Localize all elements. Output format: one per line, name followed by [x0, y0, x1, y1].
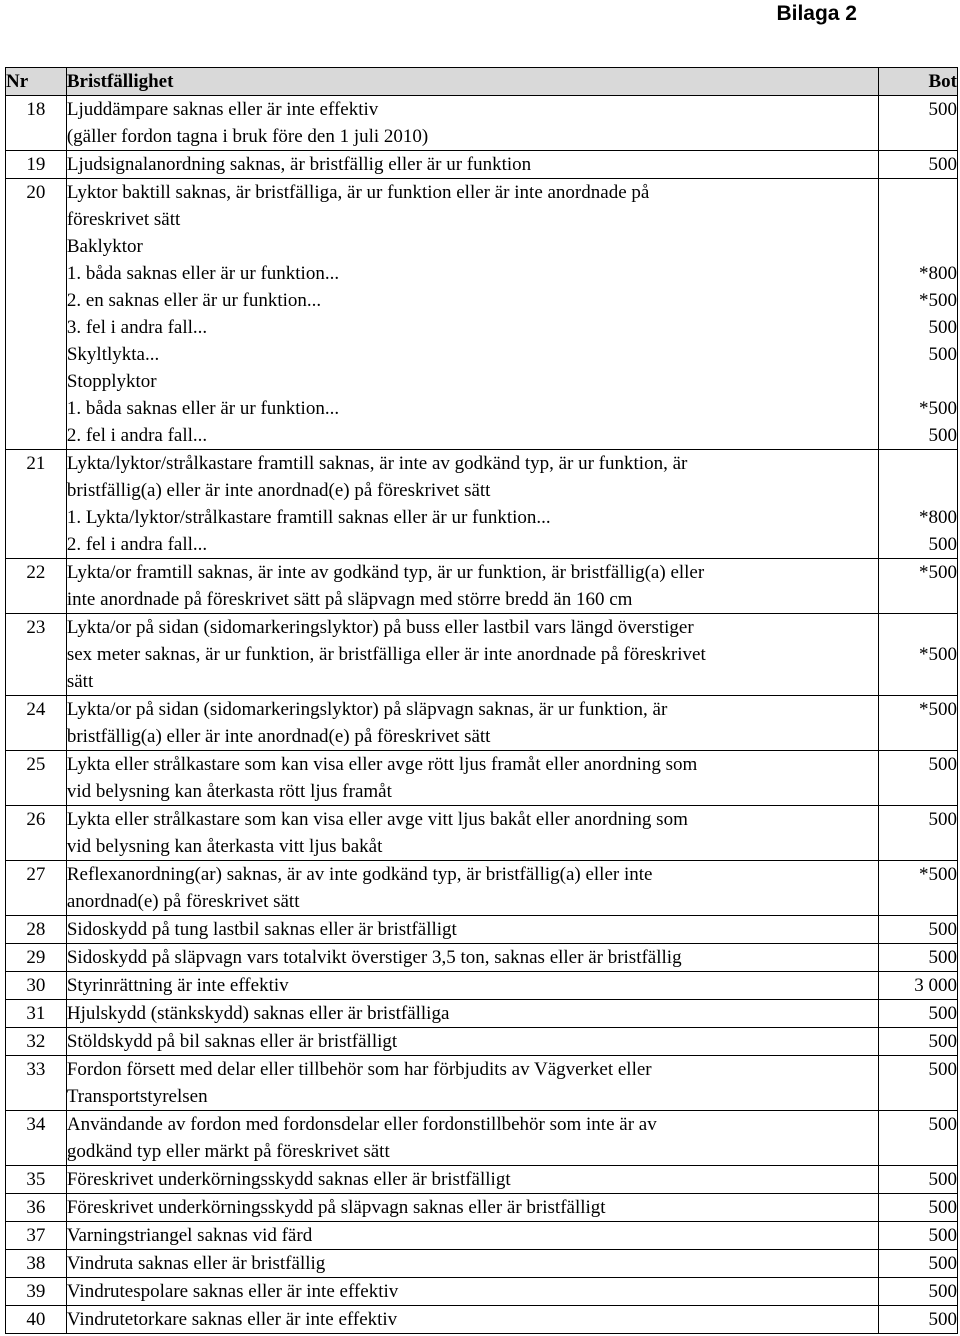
table-row — [6, 1000, 958, 1028]
fine-amount — [879, 151, 958, 179]
description-line: 2. fel i andra fall... — [66, 534, 208, 555]
defect-description — [66, 1194, 878, 1222]
description-line: Lykta eller strålkastare som kan visa eller avge rött ljus framåt eller anordning som — [66, 754, 698, 775]
fine-line: 500 — [928, 344, 957, 365]
row-number: 20 — [6, 179, 67, 450]
defect-description — [66, 1166, 878, 1194]
description-line: Stöldskydd på bil saknas eller är bristfälligt — [66, 1031, 398, 1052]
row-number: 37 — [6, 1222, 67, 1250]
table-row — [6, 450, 958, 559]
fine-line: 500 — [928, 534, 957, 555]
column-header-defect: Bristfällighet — [66, 68, 878, 96]
description-line: inte anordnade på föreskrivet sätt på släpvagn med större bredd än 160 cm — [66, 589, 633, 610]
description-line: Vindruta saknas eller är bristfällig — [66, 1253, 326, 1274]
defect-description — [66, 1278, 878, 1306]
row-number: 25 — [6, 751, 67, 806]
fine-line — [879, 206, 957, 233]
description-line: Lykta/or på sidan (sidomarkeringslyktor) på släpvagn saknas, är ur funktion, är — [66, 699, 668, 720]
fine-line: 500 — [928, 1114, 957, 1135]
fine-amount — [879, 1056, 958, 1111]
description-line: (gäller fordon tagna i bruk före den 1 juli 2010) — [66, 126, 429, 147]
fine-line — [879, 778, 957, 805]
fine-line: *500 — [919, 864, 957, 885]
description-line: Användande av fordon med fordonsdelar eller fordonstillbehör som inte är av — [66, 1114, 657, 1135]
fine-line — [879, 833, 957, 860]
fine-amount — [879, 96, 958, 151]
row-number: 19 — [6, 151, 67, 179]
description-line: Vindrutespolare saknas eller är inte effektiv — [66, 1281, 399, 1302]
fine-amount — [879, 972, 958, 1000]
fine-amount — [879, 179, 958, 450]
table-row — [6, 1111, 958, 1166]
table-row — [6, 179, 958, 450]
fine-line: *500 — [919, 644, 957, 665]
description-line: Transportstyrelsen — [66, 1086, 208, 1107]
table-row — [6, 751, 958, 806]
row-number: 36 — [6, 1194, 67, 1222]
defect-description — [66, 696, 878, 751]
defect-description — [66, 1306, 878, 1334]
description-line: Vindrutetorkare saknas eller är inte effektiv — [66, 1309, 398, 1330]
fine-amount — [879, 806, 958, 861]
description-line: Lykta eller strålkastare som kan visa eller avge vitt ljus bakåt eller anordning som — [66, 809, 688, 830]
row-number: 26 — [6, 806, 67, 861]
table-row — [6, 916, 958, 944]
fine-line: *500 — [919, 562, 957, 583]
defect-description — [66, 1056, 878, 1111]
fine-line: 500 — [928, 1253, 957, 1274]
fines-table — [5, 67, 958, 1334]
fine-line: 500 — [928, 99, 957, 120]
fine-amount — [879, 1222, 958, 1250]
fine-amount — [879, 1278, 958, 1306]
row-number: 21 — [6, 450, 67, 559]
description-line: anordnad(e) på föreskrivet sätt — [66, 891, 300, 912]
fine-line — [879, 123, 957, 150]
description-line: 1. båda saknas eller är ur funktion... — [66, 398, 340, 419]
table-row — [6, 972, 958, 1000]
fine-line: *500 — [919, 699, 957, 720]
description-line: 2. fel i andra fall... — [66, 425, 208, 446]
fine-line: 500 — [928, 1059, 957, 1080]
fine-amount — [879, 751, 958, 806]
fine-line: 500 — [928, 947, 957, 968]
description-line: Varningstriangel saknas vid färd — [66, 1225, 313, 1246]
fine-line: 500 — [928, 1309, 957, 1330]
column-header-nr: Nr — [6, 68, 67, 96]
fine-line: *500 — [919, 398, 957, 419]
fine-line — [879, 668, 957, 695]
table-body — [6, 96, 958, 1334]
fine-amount — [879, 614, 958, 696]
defect-description — [66, 1111, 878, 1166]
defect-description — [66, 806, 878, 861]
row-number: 18 — [6, 96, 67, 151]
fine-line: *800 — [919, 507, 957, 528]
description-line: Föreskrivet underkörningsskydd på släpvagn saknas eller är bristfälligt — [66, 1197, 606, 1218]
table-row — [6, 614, 958, 696]
defect-description — [66, 614, 878, 696]
table-row — [6, 1222, 958, 1250]
fine-line — [879, 614, 957, 641]
table-row — [6, 96, 958, 151]
defect-description — [66, 751, 878, 806]
row-number: 38 — [6, 1250, 67, 1278]
fine-amount — [879, 559, 958, 614]
description-line: 2. en saknas eller är ur funktion... — [66, 290, 322, 311]
fine-line: 500 — [928, 1169, 957, 1190]
row-number: 34 — [6, 1111, 67, 1166]
defect-description — [66, 96, 878, 151]
defect-description — [66, 916, 878, 944]
defect-description — [66, 1250, 878, 1278]
fine-line: 500 — [928, 1197, 957, 1218]
row-number: 35 — [6, 1166, 67, 1194]
fine-line — [879, 233, 957, 260]
table-row — [6, 944, 958, 972]
row-number: 22 — [6, 559, 67, 614]
table-row — [6, 806, 958, 861]
description-line: Styrinrättning är inte effektiv — [66, 975, 289, 996]
fine-line — [879, 1083, 957, 1110]
description-line: 3. fel i andra fall... — [66, 317, 208, 338]
row-number: 30 — [6, 972, 67, 1000]
row-number: 28 — [6, 916, 67, 944]
table-row — [6, 1028, 958, 1056]
description-line: Skyltlykta... — [66, 344, 160, 365]
table-row — [6, 1250, 958, 1278]
defect-description — [66, 1000, 878, 1028]
table-row — [6, 1194, 958, 1222]
description-line: 1. Lykta/lyktor/strålkastare framtill saknas eller är ur funktion... — [66, 507, 551, 528]
fine-amount — [879, 1306, 958, 1334]
description-line: Hjulskydd (stänkskydd) saknas eller är bristfälliga — [66, 1003, 450, 1024]
fine-line — [879, 368, 957, 395]
fine-amount — [879, 1194, 958, 1222]
row-number: 29 — [6, 944, 67, 972]
row-number: 32 — [6, 1028, 67, 1056]
description-line: Ljudsignalanordning saknas, är bristfällig eller är ur funktion — [66, 154, 532, 175]
description-line: godkänd typ eller märkt på föreskrivet sätt — [66, 1141, 390, 1162]
table-row — [6, 151, 958, 179]
description-line: vid belysning kan återkasta rött ljus framåt — [66, 781, 392, 802]
fine-line: 500 — [928, 1225, 957, 1246]
description-line: Lykta/or framtill saknas, är inte av godkänd typ, är ur funktion, är bristfällig(a) eller — [66, 562, 705, 583]
table-row — [6, 1306, 958, 1334]
defect-description — [66, 151, 878, 179]
fine-amount — [879, 1000, 958, 1028]
defect-description — [66, 972, 878, 1000]
table-row — [6, 861, 958, 916]
table-row — [6, 696, 958, 751]
fine-line: 500 — [928, 754, 957, 775]
table-row — [6, 1278, 958, 1306]
defect-description — [66, 1028, 878, 1056]
row-number: 39 — [6, 1278, 67, 1306]
description-line: Stopplyktor — [66, 371, 157, 392]
defect-description — [66, 179, 878, 450]
description-line: Reflexanordning(ar) saknas, är av inte godkänd typ, är bristfällig(a) eller inte — [66, 864, 653, 885]
defect-description — [66, 450, 878, 559]
fine-line — [879, 586, 957, 613]
column-header-fine: Bot — [879, 68, 958, 96]
row-number: 31 — [6, 1000, 67, 1028]
fine-amount — [879, 1166, 958, 1194]
fine-line: *800 — [919, 263, 957, 284]
fine-line: 500 — [928, 317, 957, 338]
fine-line: 500 — [928, 919, 957, 940]
description-line: Lyktor baktill saknas, är bristfälliga, är ur funktion eller är inte anordnade på — [66, 182, 650, 203]
fine-amount — [879, 1028, 958, 1056]
row-number: 40 — [6, 1306, 67, 1334]
description-line: Sidoskydd på tung lastbil saknas eller är bristfälligt — [66, 919, 457, 940]
table-row — [6, 1166, 958, 1194]
description-line: Sidoskydd på släpvagn vars totalvikt överstiger 3,5 ton, saknas eller är bristfällig — [66, 947, 682, 968]
description-line: sätt — [66, 671, 94, 692]
fine-line: 500 — [928, 809, 957, 830]
description-line: Lykta/or på sidan (sidomarkeringslyktor) på buss eller lastbil vars längd överstiger — [66, 617, 694, 638]
fine-line: 500 — [928, 425, 957, 446]
table-row — [6, 559, 958, 614]
row-number: 24 — [6, 696, 67, 751]
defect-description — [66, 861, 878, 916]
row-number: 27 — [6, 861, 67, 916]
description-line: Fordon försett med delar eller tillbehör som har förbjudits av Vägverket eller — [66, 1059, 652, 1080]
description-line: Lykta/lyktor/strålkastare framtill saknas, är inte av godkänd typ, är ur funktion, är — [66, 453, 688, 474]
row-number: 23 — [6, 614, 67, 696]
table-header-row — [6, 68, 958, 96]
fine-line: 500 — [928, 1031, 957, 1052]
description-line: Ljuddämpare saknas eller är inte effektiv — [66, 99, 379, 120]
fine-amount — [879, 861, 958, 916]
fine-line — [879, 477, 957, 504]
fine-line — [879, 1138, 957, 1165]
defect-description — [66, 1222, 878, 1250]
fine-amount — [879, 696, 958, 751]
table-row — [6, 1056, 958, 1111]
description-line: bristfällig(a) eller är inte anordnad(e) på föreskrivet sätt — [66, 726, 491, 747]
defect-description — [66, 559, 878, 614]
fine-line — [879, 450, 957, 477]
fine-line: *500 — [919, 290, 957, 311]
description-line: Föreskrivet underkörningsskydd saknas eller är bristfälligt — [66, 1169, 511, 1190]
defect-description — [66, 944, 878, 972]
fine-line: 500 — [928, 1281, 957, 1302]
description-line: Baklyktor — [66, 236, 143, 257]
fine-line — [879, 888, 957, 915]
fine-amount — [879, 916, 958, 944]
fine-line: 500 — [928, 1003, 957, 1024]
appendix-label: Bilaga 2 — [776, 2, 857, 25]
fine-line: 500 — [928, 154, 957, 175]
description-line: vid belysning kan återkasta vitt ljus bakåt — [66, 836, 383, 857]
description-line: sex meter saknas, är ur funktion, är bristfälliga eller är inte anordnade på föreskrivet — [66, 644, 706, 665]
fine-amount — [879, 944, 958, 972]
description-line: 1. båda saknas eller är ur funktion... — [66, 263, 340, 284]
row-number: 33 — [6, 1056, 67, 1111]
description-line: föreskrivet sätt — [66, 209, 181, 230]
fine-line: 3 000 — [914, 975, 957, 996]
fine-line — [879, 179, 957, 206]
fine-line — [879, 723, 957, 750]
description-line: bristfällig(a) eller är inte anordnad(e) på föreskrivet sätt — [66, 480, 491, 501]
fine-amount — [879, 1250, 958, 1278]
fine-amount — [879, 450, 958, 559]
fine-amount — [879, 1111, 958, 1166]
